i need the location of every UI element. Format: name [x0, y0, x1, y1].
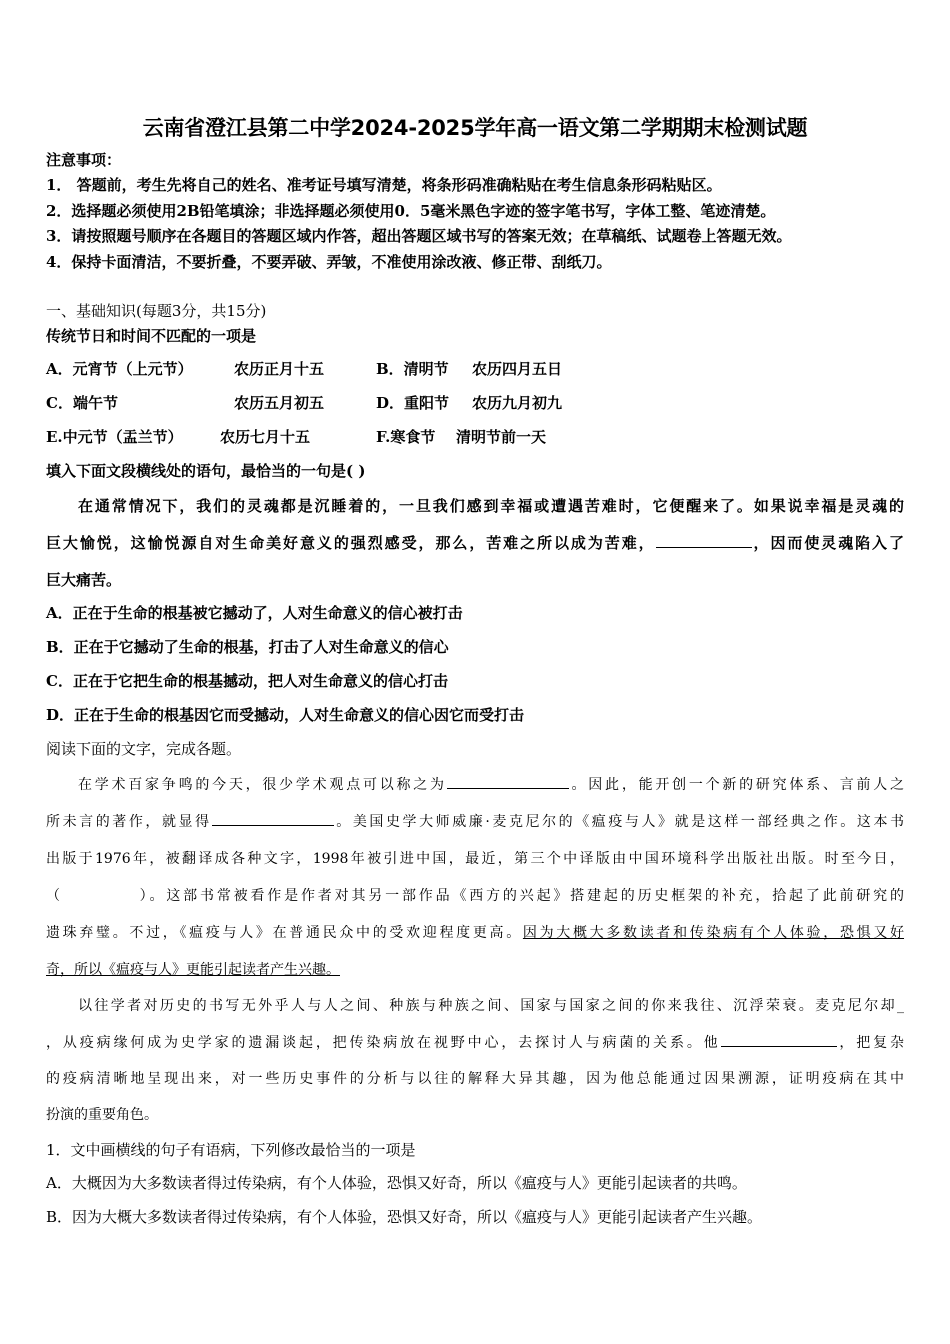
- passage-line: 的疫病清晰地呈现出来，对一些历史事件的分析与以往的解释大异其趣，因为他总能通过因果溯源，证明疫病在其中: [46, 1071, 904, 1087]
- passage-text: 以往学者对历史的书写无外乎人与人之间、种族与种族之间、国家与国家之间的你来我往、沉浮荣衰。麦克尼尔却: [78, 998, 897, 1014]
- passage-text: ，把复杂: [836, 1035, 905, 1051]
- passage-text: 。美国史学大师威廉·麦克尼尔的《瘟疫与人》就是这样一部经典之作。这本书: [333, 814, 905, 830]
- underlined-sentence: 奇，所以《瘟疫与人》更能引起读者产生兴趣。: [46, 962, 340, 978]
- passage-text: ）。这部书常被看作是作者对其另一部作品《西方的兴起》搭建起的历史框架的补充，拾起了此前研究的: [136, 888, 905, 904]
- answer-blank: [447, 774, 569, 789]
- section-heading: 一、基础知识(每题3分，共15分): [46, 302, 267, 320]
- option-date: 农历五月初五: [234, 394, 325, 412]
- option-line: D．正在于生命的根基因它而受撼动，人对生命意义的信心因它而受打击: [46, 706, 525, 724]
- passage-line: [78, 996, 904, 1016]
- notice-item: 3．请按照题号顺序在各题目的答题区域内作答，超出答题区域书写的答案无效；在草稿纸、试题卷上答题无效。: [46, 227, 792, 245]
- passage-text: _: [897, 998, 904, 1014]
- passage-line: [46, 886, 904, 906]
- option-label: C．端午节: [46, 394, 118, 412]
- passage-line: 在通常情况下，我们的灵魂都是沉睡着的，一旦我们感到幸福或遭遇苦难时，它便醒来了。如果说幸福是灵魂的: [78, 497, 904, 515]
- option-date: 农历七月十五: [220, 428, 311, 446]
- option-line: B．正在于它撼动了生命的根基，打击了人对生命意义的信心: [46, 638, 449, 656]
- option-date: 清明节前一天: [456, 428, 547, 446]
- reading-intro: 阅读下面的文字，完成各题。: [46, 740, 242, 758]
- passage-text: 。因此，能开创一个新的研究体系、言前人之: [568, 777, 905, 793]
- option-date: 农历九月初九: [472, 394, 563, 412]
- answer-blank: [212, 811, 334, 826]
- option-line: A．大概因为大多数读者得过传染病，有个人体验，恐惧又好奇，所以《瘟疫与人》更能引起读者的共鸣。: [46, 1174, 747, 1192]
- passage-line: 扮演的重要角色。: [46, 1107, 158, 1123]
- passage-text: 所未言的著作，就显得: [46, 814, 212, 830]
- option-line: B．因为大概大多数读者得过传染病，有个人体验，恐惧又好奇，所以《瘟疫与人》更能引起读者产生兴趣。: [46, 1208, 763, 1226]
- option-label: E.中元节（盂兰节）: [46, 428, 183, 446]
- passage-text: ，从疫病缘何成为史学家的遗漏谈起，把传染病放在视野中心，去探讨人与病菌的关系。他: [46, 1035, 721, 1051]
- passage-line: [46, 533, 904, 553]
- passage-line: [78, 774, 904, 795]
- passage-line: [46, 923, 904, 943]
- passage-line: [46, 1032, 904, 1053]
- passage-text: （: [46, 888, 63, 904]
- option-date: 农历正月十五: [234, 360, 325, 378]
- passage-line: 巨大痛苦。: [46, 571, 122, 589]
- passage-line: [46, 811, 904, 832]
- option-label: A．元宵节（上元节）: [46, 360, 193, 378]
- underlined-sentence: 因为大概大多数读者和传染病有个人体验，恐惧又好: [522, 925, 905, 941]
- option-label: D．重阳节: [376, 394, 450, 412]
- notice-item: 2．选择题必须使用2B铅笔填涂；非选择题必须使用0．5毫米黑色字迹的签字笔书写，字体工整、笔迹清楚。: [46, 202, 776, 220]
- option-label: B．清明节: [376, 360, 449, 378]
- question-stem: 传统节日和时间不匹配的一项是: [46, 327, 257, 345]
- option-line: C．正在于它把生命的根基撼动，把人对生命意义的信心打击: [46, 672, 448, 690]
- answer-blank: [656, 533, 752, 548]
- option-line: A．正在于生命的根基被它撼动了，人对生命意义的信心被打击: [46, 604, 463, 622]
- option-label: F.寒食节: [376, 428, 436, 446]
- passage-text: 在学术百家争鸣的今天，很少学术观点可以称之为: [78, 777, 447, 793]
- option-date: 农历四月五日: [472, 360, 563, 378]
- page-title: 云南省澄江县第二中学2024-2025学年高一语文第二学期期末检测试题: [142, 116, 808, 140]
- question-stem: 填入下面文段横线处的语句，最恰当的一句是( ): [46, 462, 366, 480]
- answer-blank: [721, 1032, 837, 1047]
- passage-text: 巨大愉悦，这愉悦源自对生命美好意义的强烈感受，那么，苦难之所以成为苦难，: [46, 534, 656, 552]
- passage-text: ，因而使灵魂陷入了: [751, 534, 904, 552]
- passage-line: 出版于1976年，被翻译成各种文字，1998年被引进中国，最近，第三个中译版由中国环境科学出版社出版。时至今日，: [46, 851, 904, 867]
- notice-item: 4．保持卡面清洁，不要折叠，不要弄破、弄皱，不准使用涂改液、修正带、刮纸刀。: [46, 253, 612, 271]
- notice-heading: 注意事项：: [46, 151, 122, 169]
- question-stem: 1．文中画横线的句子有语病，下列修改最恰当的一项是: [46, 1141, 416, 1159]
- notice-item: 1． 答题前，考生先将自己的姓名、准考证号填写清楚，将条形码准确粘贴在考生信息条形码粘贴区。: [46, 176, 722, 194]
- passage-text: 遗珠弃璧。不过，《瘟疫与人》在普通民众中的受欢迎程度更高。: [46, 925, 523, 941]
